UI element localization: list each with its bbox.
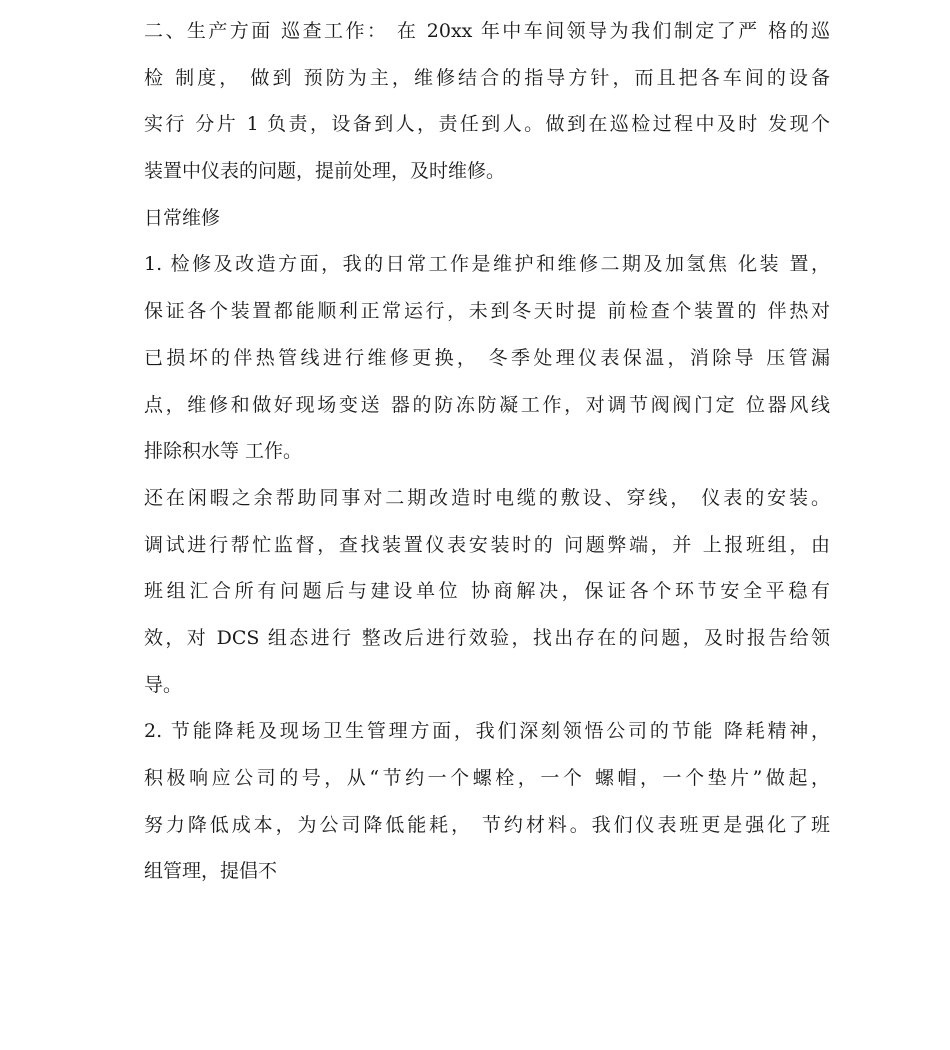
text-line: 点，维修和做好现场变送 器的防冻防凝工作，对调节阀阀门定 位器风线	[144, 393, 830, 416]
text-line: 装置中仪表的问题，提前处理，及时维修。	[144, 160, 506, 183]
section-heading: 日常维修	[144, 206, 221, 229]
text-line: 组管理，提倡不	[144, 860, 278, 883]
text-line: 二、生产方面 巡查工作： 在 20xx 年中车间领导为我们制定了严 格的巡	[144, 20, 830, 42]
text-line: 积极响应公司的号，从“节约一个螺栓，一个 螺帽，一个垫片”做起，	[144, 767, 830, 789]
text-line: 班组汇合所有问题后与建设单位 协商解决，保证各个环节安全平稳有	[144, 580, 830, 603]
text-line: 导。	[144, 673, 183, 696]
text-line: 实行 分片 1 负责，设备到人，责任到人。做到在巡检过程中及时 发现个	[144, 113, 830, 136]
text-line: 保证各个装置都能顺利正常运行，未到冬天时提 前检查个装置的 伴热对	[144, 300, 830, 323]
text-line: 已损坏的伴热管线进行维修更换， 冬季处理仪表保温，消除导 压管漏	[144, 346, 830, 369]
document-body	[144, 8, 830, 895]
text-line: 还在闲暇之余帮助同事对二期改造时电缆的敷设、穿线， 仪表的安装。	[144, 486, 830, 509]
text-line: 检 制度， 做到 预防为主，维修结合的指导方针，而且把各车间的设备	[144, 66, 830, 89]
text-line: 1. 检修及改造方面，我的日常工作是维护和维修二期及加氢焦 化装 置，	[144, 253, 830, 276]
text-line: 努力降低成本，为公司降低能耗， 节约材料。我们仪表班更是强化了班	[144, 813, 830, 836]
text-line: 排除积水等 工作。	[144, 440, 303, 463]
text-line: 效，对 DCS 组态进行 整改后进行效验，找出存在的问题，及时报告给领	[144, 626, 830, 649]
text-line: 2. 节能降耗及现场卫生管理方面，我们深刻领悟公司的节能 降耗精神，	[144, 720, 830, 743]
text-line: 调试进行帮忙监督，查找装置仪表安装时的 问题弊端，并 上报班组，由	[144, 533, 830, 556]
